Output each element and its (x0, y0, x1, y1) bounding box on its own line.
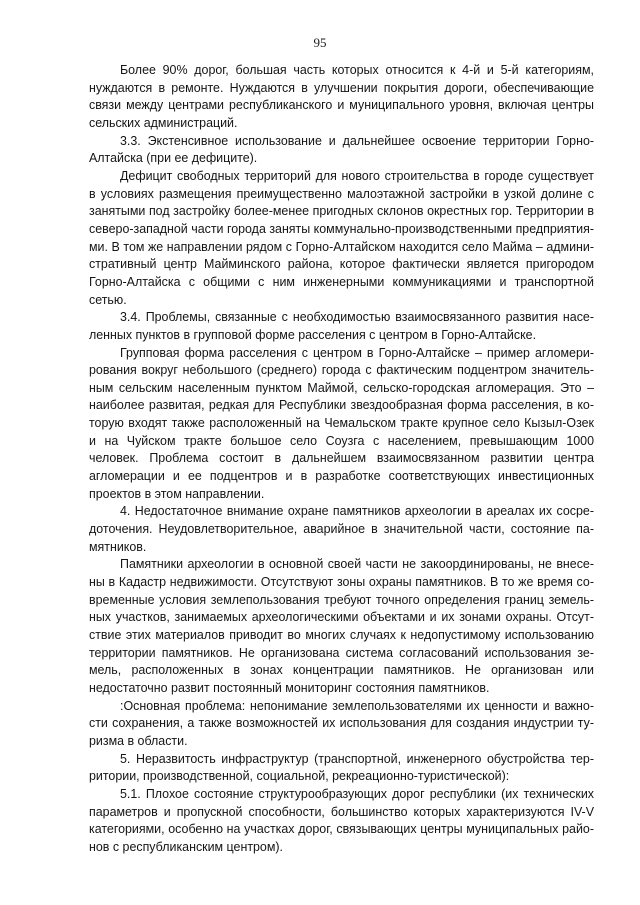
paragraph-territory-deficit: Дефицит свободных территорий для нового строительства в городе существует в условиях размещения преимущественно малоэтажной застройки в узкой долине с занятыми под застройку более-менее пригодных склонов окрестных гор. Территории в северо-западной части города заняты коммунально-производственными предприятиями. В том же направлении рядом с Горно-Алтайском находится село Майма – административный центр Майминского района, которое фактически является пригородом Горно-Алтайска с общими с ним инженерными коммуникациями и транспортной сетью. (89, 168, 594, 307)
paragraph-main-problem: :Основная проблема: непонимание землепользователями их ценности и важности сохранения, а также возможностей их использования для создания индустрии туризма в области. (89, 698, 594, 748)
paragraph-heading-3-3: 3.3. Экстенсивное использование и дальнейшее освоение территории Горно-Алтайска (при ее дефиците). (89, 133, 594, 166)
paragraph-roads-condition: Более 90% дорог, большая часть которых относится к 4-й и 5-й категориям, нуждаются в ремонте. Нуждаются в улучшении покрытия дороги, обеспечивающие связи между центрами республиканского и муниципального уровня, включая центры сельских администраций. (89, 63, 594, 130)
paragraph-heading-4: 4. Недостаточное внимание охране памятников археологии в ареалах их сосредоточения. Неудовлетворительное, аварийное в значительной части, состояние памятников. (89, 504, 594, 554)
body-text (89, 62, 594, 857)
page-number: 95 (313, 35, 327, 50)
paragraph-archaeology-monuments: Памятники археологии в основной своей части не закоординированы, не внесены в Кадастр недвижимости. Отсутствуют зоны охраны памятников. В то же время современные условия землепользования требуют точного определения границ земельных участков, занимаемых археологическими объектами и их зонами охраны. Отсутствие этих материалов приводит во многих случаях к недопустимому использованию территории памятников. Не организована система согласований использования земель, расположенных в зонах концентрации памятников. Не организован или недостаточно развит постоянный мониторинг состояния памятников. (89, 557, 594, 695)
paragraph-heading-5: 5. Неразвитость инфраструктур (транспортной, инженерного обустройства территории, производственной, социальной, рекреационно-туристической): (89, 751, 594, 784)
paragraph-heading-3-4: 3.4. Проблемы, связанные с необходимостью взаимосвязанного развития населенных пунктов в групповой форме расселения с центром в Горно-Алтайске. (89, 310, 594, 342)
paragraph-agglomeration: Групповая форма расселения с центром в Горно-Алтайске – пример агломерирования вокруг небольшого (среднего) города с фактическим подцентром значительным сельским населенным пунктом Маймой, сельско-городская агломерация. Это – наиболее развитая, редкая для Республики звездообразная форма расселения, в которую входят также расположенный на Чемальском тракте крупное село Кызыл-Озек и на Чуйском тракте большое село Соузга с населением, превышающим 1000 человек. Проблема состоит в дальнейшем взаимосвязанном развитии центра агломерации и ее подцентров и в разработке соответствующих инвестиционных проектов в этом направлении. (89, 345, 594, 501)
paragraph-heading-5-1: 5.1. Плохое состояние структурообразующих дорог республики (их технических параметров и пропускной способности, большинство которых характеризуются IV-V категориями, особенно на участках дорог, связывающих центры муниципальных районов с республиканским центром). (89, 786, 594, 854)
